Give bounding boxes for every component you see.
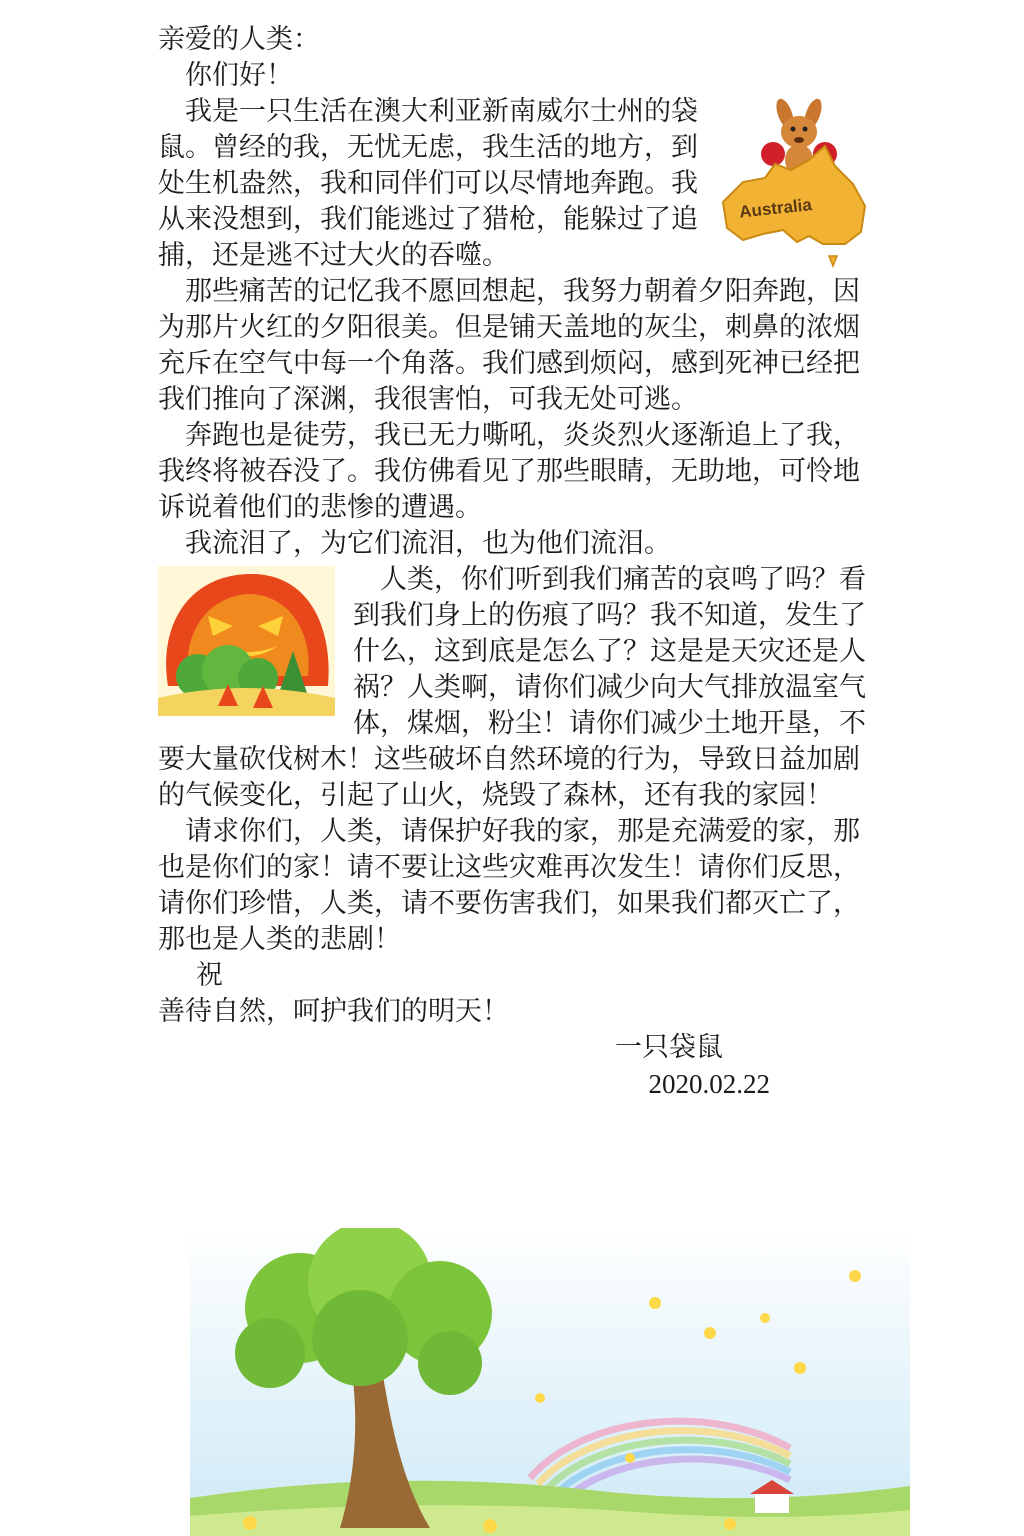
paragraph-3: 奔跑也是徒劳，我已无力嘶吼，炎炎烈火逐渐追上了我，我终将被吞没了。我仿佛看见了那些眼睛，无助地，可怜地诉说着他们的悲惨的遭遇。 [158,420,860,523]
paragraph-4: 我流泪了，为它们流泪，也为他们流泪。 [185,528,671,559]
paragraph-5: 人类，你们听到我们痛苦的哀鸣了吗？看到我们身上的伤痕了吗？我不知道，发生了什么，这到底是怎么了？这是是天灾还是人祸？人类啊，请你们减少向大气排放温室气体，煤烟，粉尘！请你们减少土地开垦，不要大量砍伐树木！这些破坏自然环境的行为，导致日益加剧的气候变化，引起了山火，烧毁了森林，还有我的家园！ [158,564,866,811]
letter-date: 2020.02.22 [648,1069,770,1099]
salutation: 亲爱的人类： [158,24,320,55]
paragraph-6: 请求你们，人类，请保护好我的家，那是充满爱的家，那也是你们的家！请不要让这些灾难再次发生！请你们反思，请你们珍惜，人类，请不要伤害我们，如果我们都灭亡了，那也是人类的悲剧！ [158,816,860,955]
australia-kangaroo-illustration [713,94,873,274]
blessing-line-1: 祝 [196,960,223,991]
paragraph-2: 那些痛苦的记忆我不愿回想起，我努力朝着夕阳奔跑，因为那片火红的夕阳很美。但是铺天盖地的灰尘，刺鼻的浓烟充斥在空气中每一个角落。我们感到烦闷，感到死神已经把我们推向了深渊，我很害怕，可我无处可逃。 [158,276,860,415]
signature: 一只袋鼠 [615,1032,723,1063]
paragraph-1: 我是一只生活在澳大利亚新南威尔士州的袋鼠。曾经的我，无忧无虑，我生活的地方，到处生机盎然，我和同伴们可以尽情地奔跑。我从来没想到，我们能逃过了猎枪，能躲过了追捕，还是逃不过大火的吞噬。 [158,96,698,271]
tree-rainbow-illustration [190,1228,910,1536]
greeting: 你们好！ [185,60,293,91]
letter-body [158,22,873,1102]
australia-label: Australia [738,195,813,222]
forest-fire-illustration [158,566,335,716]
blessing-line-2: 善待自然，呵护我们的明天！ [158,996,509,1027]
